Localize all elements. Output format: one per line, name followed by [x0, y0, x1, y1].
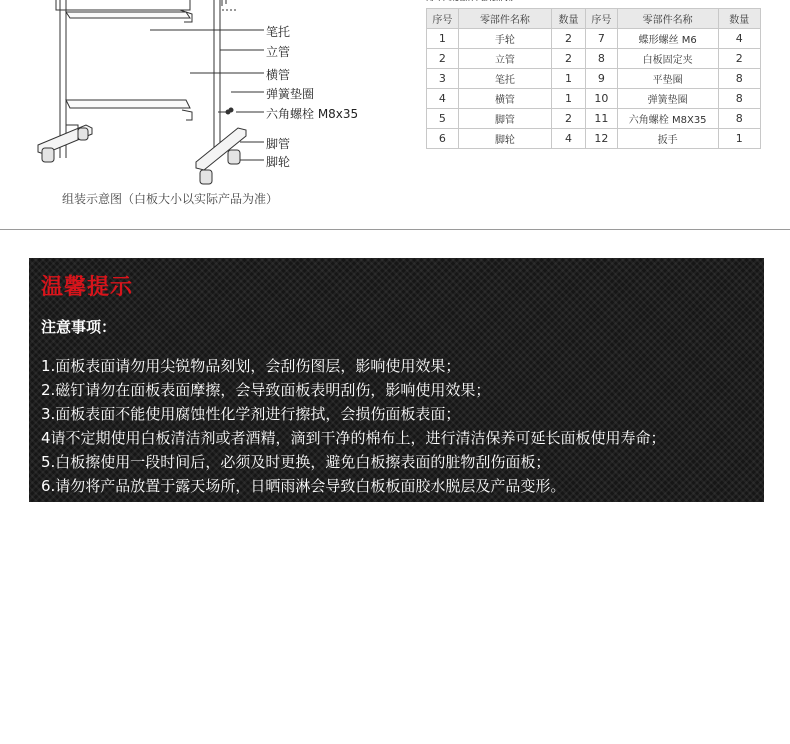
table-cell: 2	[552, 49, 586, 69]
list-item: 4请不定期使用白板清洁剂或者酒精，滴到干净的棉布上，进行清洁保养可延长面板使用寿命；	[41, 429, 666, 447]
table-cell: 2	[552, 29, 586, 49]
table-cell: 1	[718, 129, 760, 149]
table-cell: 4	[427, 89, 459, 109]
table-cell: 8	[718, 89, 760, 109]
table-cell: 9	[586, 69, 618, 89]
table-cell: 1	[552, 89, 586, 109]
notice-list	[41, 354, 666, 498]
table-cell: 8	[718, 109, 760, 129]
header-index: 序号	[586, 9, 618, 29]
table-cell: 2	[427, 49, 459, 69]
table-cell: 8	[586, 49, 618, 69]
table-cell: 脚轮	[458, 129, 551, 149]
table-cell: 扳手	[617, 129, 718, 149]
parts-table-title	[426, 0, 514, 1]
upright-tube-label: 立管	[266, 45, 291, 59]
table-row	[427, 129, 761, 149]
list-item: 6.请勿将产品放置于露天场所，日晒雨淋会导致白板板面胶水脱层及产品变形。	[41, 477, 566, 495]
caster-label: 脚轮	[266, 155, 291, 169]
spring-washer-label: 弹簧垫圈	[266, 87, 315, 101]
list-item: 1.面板表面请勿用尖锐物品刻划，会刮伤图层，影响使用效果；	[41, 357, 461, 375]
pen-tray-label: 笔托	[266, 25, 291, 39]
section-divider	[0, 229, 790, 230]
notice-subtitle: 注意事项：	[41, 318, 117, 336]
table-cell: 4	[718, 29, 760, 49]
table-cell: 1	[552, 69, 586, 89]
table-cell: 3	[427, 69, 459, 89]
table-header-row	[427, 9, 761, 29]
diagram-caption: 组装示意图（白板大小以实际产品为准）	[62, 192, 279, 206]
header-quantity: 数量	[552, 9, 586, 29]
parts-table	[426, 8, 761, 149]
table-cell: 12	[586, 129, 618, 149]
table-cell: 10	[586, 89, 618, 109]
table-cell: 7	[586, 29, 618, 49]
list-item: 5.白板擦使用一段时间后，必须及时更换，避免白板擦表面的脏物刮伤面板；	[41, 453, 551, 471]
table-cell: 蝶形螺丝 M6	[617, 29, 718, 49]
table-row	[427, 49, 761, 69]
header-part-name: 零部件名称	[458, 9, 551, 29]
hex-bolt-label: 六角螺栓 M8x35	[266, 107, 359, 121]
header-index: 序号	[427, 9, 459, 29]
table-cell: 8	[718, 69, 760, 89]
table-cell: 手轮	[458, 29, 551, 49]
table-cell: 4	[552, 129, 586, 149]
notice-box	[29, 258, 764, 502]
table-cell: 脚管	[458, 109, 551, 129]
header-quantity: 数量	[718, 9, 760, 29]
table-row	[427, 89, 761, 109]
table-cell: 横管	[458, 89, 551, 109]
assembly-diagram	[0, 0, 420, 215]
notice-title: 温馨提示	[41, 275, 134, 300]
table-row	[427, 109, 761, 129]
table-cell: 6	[427, 129, 459, 149]
table-cell: 笔托	[458, 69, 551, 89]
list-item: 3.面板表面不能使用腐蚀性化学剂进行擦拭，会损伤面板表面；	[41, 405, 461, 423]
header-part-name: 零部件名称	[617, 9, 718, 29]
cross-tube-label: 横管	[266, 68, 291, 82]
table-cell: 11	[586, 109, 618, 129]
table-cell: 白板固定夹	[617, 49, 718, 69]
table-cell: 1	[427, 29, 459, 49]
table-cell: 六角螺栓 M8X35	[617, 109, 718, 129]
table-row	[427, 29, 761, 49]
foot-tube-label: 脚管	[266, 137, 291, 151]
table-cell: 弹簧垫圈	[617, 89, 718, 109]
table-cell: 5	[427, 109, 459, 129]
table-cell: 平垫圈	[617, 69, 718, 89]
table-row	[427, 69, 761, 89]
table-cell: 立管	[458, 49, 551, 69]
table-cell: 2	[552, 109, 586, 129]
table-cell: 2	[718, 49, 760, 69]
list-item: 2.磁钉请勿在面板表面摩擦，会导致面板表明刮伤，影响使用效果；	[41, 381, 491, 399]
